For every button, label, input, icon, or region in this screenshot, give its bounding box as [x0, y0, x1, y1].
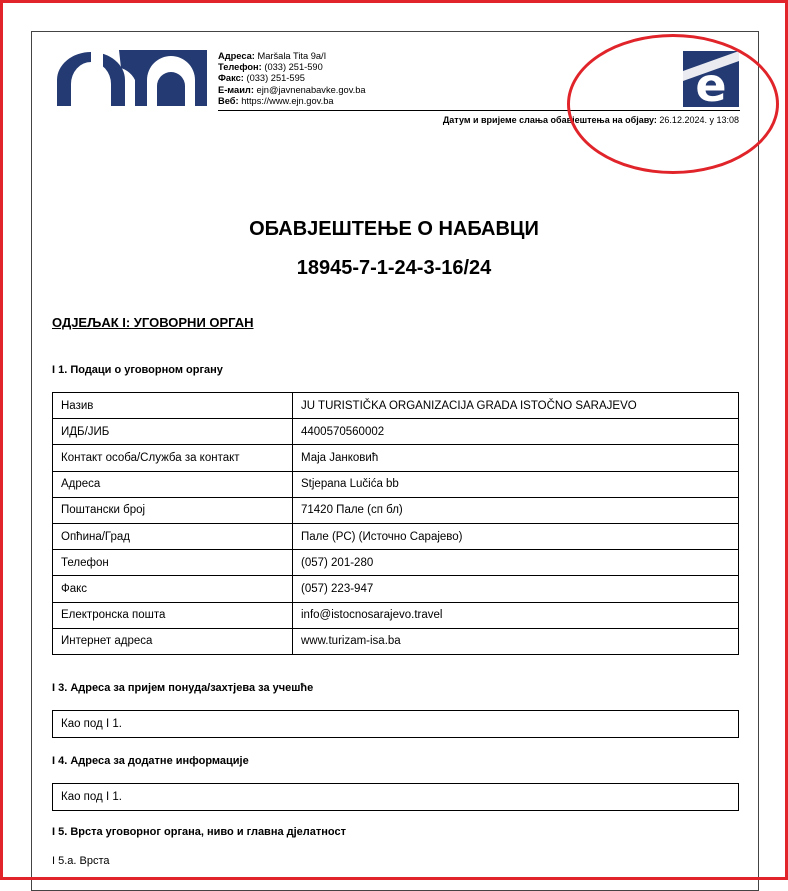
contact-fax: Факс: (033) 251-595 [218, 73, 305, 84]
row-label: Телефон [53, 550, 293, 576]
row-value: (057) 223-947 [293, 576, 739, 602]
row-value: info@istocnosarajevo.travel [293, 602, 739, 628]
row-label: Назив [53, 393, 293, 419]
table-row [53, 471, 739, 497]
document-title: ОБАВЈЕШТЕЊЕ О НАБАВЦИ [249, 218, 539, 240]
row-label: ИДБ/ЈИБ [53, 419, 293, 445]
row-label: Адреса [53, 471, 293, 497]
table-row [53, 576, 739, 602]
table-row [53, 497, 739, 523]
header-divider [218, 110, 740, 111]
e-procurement-logo [683, 51, 739, 107]
row-value: 4400570560002 [293, 419, 739, 445]
ejn-logo [57, 50, 207, 106]
row-value: Маја Јанковић [293, 445, 739, 471]
table-row [53, 393, 739, 419]
i3-value-box: Као под I 1. [52, 710, 739, 738]
table-row [53, 445, 739, 471]
table-row [53, 550, 739, 576]
row-value: Stjepana Lučića bb [293, 471, 739, 497]
row-value: (057) 201-280 [293, 550, 739, 576]
document-number: 18945-7-1-24-3-16/24 [296, 257, 492, 279]
row-value: Пале (РС) (Источно Сарајево) [293, 523, 739, 549]
contact-block [218, 51, 366, 107]
row-label: Електронска пошта [53, 602, 293, 628]
contracting-authority-table [52, 392, 739, 655]
contact-phone: Телефон: (033) 251-590 [218, 62, 323, 73]
row-value: 71420 Пале (сп бл) [293, 497, 739, 523]
table-row [53, 419, 739, 445]
svg-text:e: e [695, 58, 727, 107]
row-value: www.turizam-isa.ba [293, 628, 739, 654]
row-label: Контакт особа/Служба за контакт [53, 445, 293, 471]
i4-value-box: Као под I 1. [52, 783, 739, 811]
row-label: Интернет адреса [53, 628, 293, 654]
row-label: Опћина/Град [53, 523, 293, 549]
table-row [53, 628, 739, 654]
contact-email: Е-маил: ejn@javnenabavke.gov.ba [218, 84, 366, 95]
i1-title: I 1. Подаци о уговорном органу [52, 364, 223, 376]
i5-title: I 5. Врста уговорног органа, ниво и главна дјелатност [52, 826, 347, 838]
contact-address: Адреса: Maršala Tita 9a/I [218, 51, 327, 61]
table-row [53, 602, 739, 628]
row-label: Поштански број [53, 497, 293, 523]
send-datetime: Датум и вријеме слања обавјештења на објаву: 26.12.2024. у 13:08 [442, 115, 739, 125]
table-row [53, 523, 739, 549]
i4-title: I 4. Адреса за додатне информације [52, 755, 249, 767]
i3-title: I 3. Адреса за пријем понуда/захтјева за учешће [52, 682, 314, 694]
i5a-label: I 5.а. Врста [52, 855, 110, 867]
section-1-title: ОДЈЕЉАК I: УГОВОРНИ ОРГАН [52, 315, 254, 330]
row-value: JU TURISTIČKA ORGANIZACIJA GRADA ISTOČNO SARAJEVO [293, 393, 739, 419]
row-label: Факс [53, 576, 293, 602]
contact-web: Веб: https://www.ejn.gov.ba [218, 95, 334, 106]
